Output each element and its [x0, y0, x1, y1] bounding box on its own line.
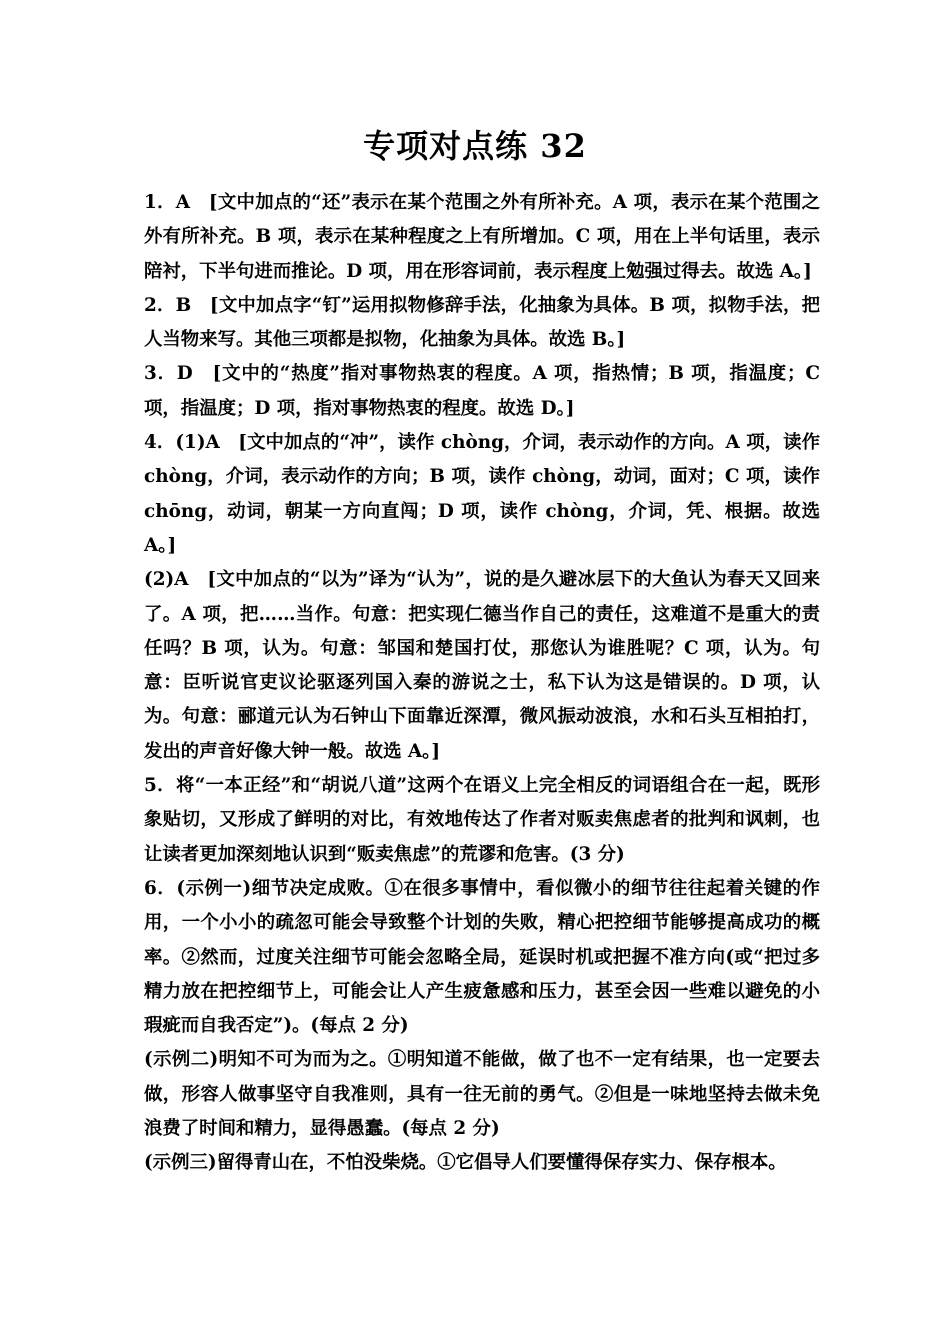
answer-paragraph-6-example-1: 6．(示例一)细节决定成败。①在很多事情中，看似微小的细节往往起着关键的作用，一个小小的疏忽可能会导致整个计划的失败，精心把控细节能够提高成功的概率。②然而，过度关注细节可能会忽略全局，延误时机或把握不准方向(或“把过多精力放在把控细节上，可能会让人产生疲惫感和压力，甚至会因一些难以避免的小瑕疵而自我否定”)。(每点 2 分)	[144, 877, 820, 1037]
answer-paragraph-1: 1．A [文中加点的“还”表示在某个范围之外有所补充。A 项，表示在某个范围之外有所补充。B 项，表示在某种程度之上有所增加。C 项，用在上半句话里，表示陪衬，下半句进而推论。D 项，用在形容词前，表示程度上勉强过得去。故选 A。]	[144, 192, 820, 282]
answer-paragraph-4-1: 4．(1)A [文中加点的“冲”，读作 chòng，介词，表示动作的方向。A 项，读作 chòng，介词，表示动作的方向；B 项，读作 chòng，动词，面对；C 项，读作 chōng，动词，朝某一方向直闯；D 项，读作 chòng，介词，凭、根据。故选 A。]	[144, 432, 820, 556]
answer-content	[144, 186, 820, 1181]
answer-paragraph-6-example-3: (示例三)留得青山在，不怕没柴烧。①它倡导人们要懂得保存实力、保存根本。	[144, 1152, 787, 1174]
answer-paragraph-6-example-2: (示例二)明知不可为而为之。①明知道不能做，做了也不一定有结果，也一定要去做，形容人做事坚守自我准则，具有一往无前的勇气。②但是一味地坚持去做未免浪费了时间和精力，显得愚蠢。(每点 2 分)	[144, 1049, 820, 1140]
page-title: 专项对点练 32	[363, 127, 587, 165]
answer-paragraph-5: 5．将“一本正经”和“胡说八道”这两个在语义上完全相反的词语组合在一起，既形象贴切，又形成了鲜明的对比，有效地传达了作者对贩卖焦虑者的批判和讽刺，也让读者更加深刻地认识到“贩卖焦虑”的荒谬和危害。(3 分)	[144, 775, 820, 865]
answer-paragraph-4-2: (2)A [文中加点的“以为”译为“认为”，说的是久避冰层下的大鱼认为春天又回来了。A 项，把……当作。句意：把实现仁德当作自己的责任，这难道不是重大的责任吗？B 项，认为。句意：邹国和楚国打仗，那您认为谁胜呢？C 项，认为。句意：臣听说官吏议论驱逐列国入秦的游说之士，私下认为这是错误的。D 项，认为。句意：郦道元认为石钟山下面靠近深潭，微风振动波浪，水和石头互相拍打，发出的声音好像大钟一般。故选 A。]	[144, 569, 820, 762]
answer-paragraph-3: 3．D [文中的“热度”指对事物热衷的程度。A 项，指热情；B 项，指温度；C 项，指温度；D 项，指对事物热衷的程度。故选 D。]	[144, 363, 820, 419]
answer-paragraph-2: 2．B [文中加点字“钉”运用拟物修辞手法，化抽象为具体。B 项，拟物手法，把人当物来写。其他三项都是拟物，化抽象为具体。故选 B。]	[144, 294, 820, 351]
